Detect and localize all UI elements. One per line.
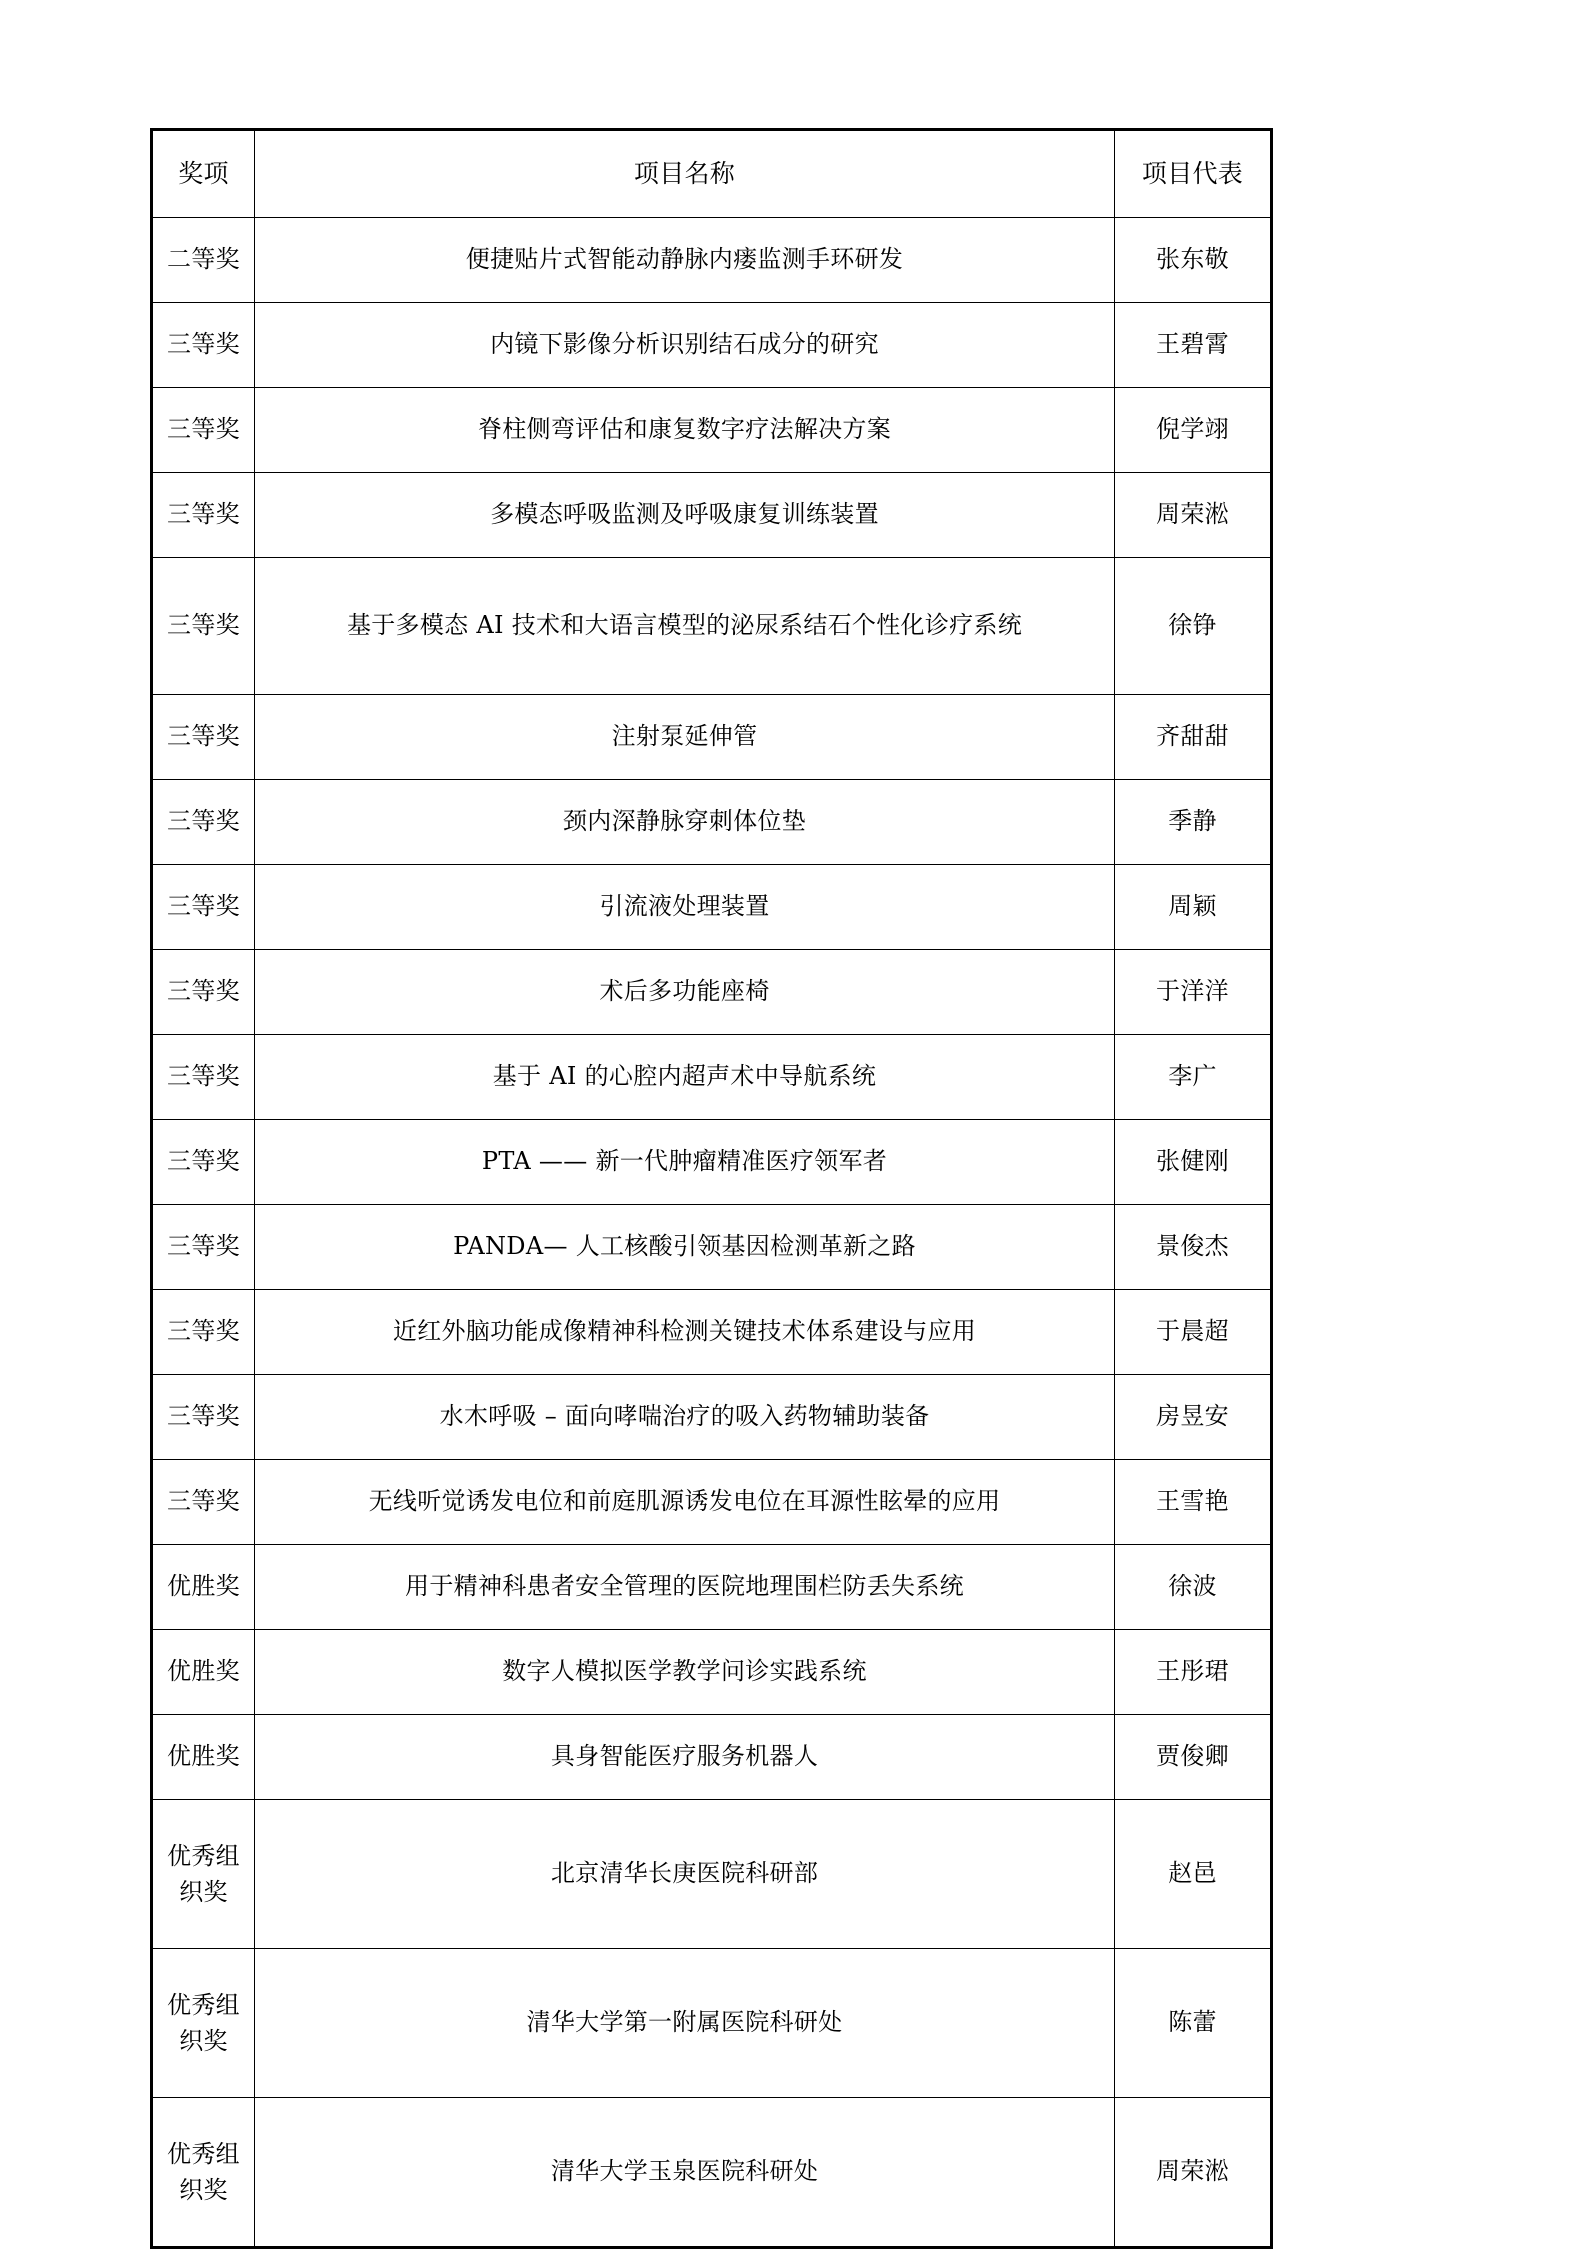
cell-representative: 于晨超: [1115, 1290, 1272, 1375]
award-table: [150, 128, 1273, 2249]
cell-award: 三等奖: [152, 1290, 255, 1375]
cell-award: 优胜奖: [152, 1715, 255, 1800]
table-header-row: [152, 130, 1272, 218]
table-row: [152, 473, 1272, 558]
cell-award: [152, 1949, 255, 2098]
column-header-award: 奖项: [152, 130, 255, 218]
cell-award: [152, 2098, 255, 2248]
table-row: [152, 1205, 1272, 1290]
table-row: [152, 218, 1272, 303]
cell-award: 三等奖: [152, 558, 255, 695]
table-row: [152, 558, 1272, 695]
table-row: [152, 388, 1272, 473]
cell-representative: 张健刚: [1115, 1120, 1272, 1205]
cell-representative: 王彤珺: [1115, 1630, 1272, 1715]
cell-representative: 徐波: [1115, 1545, 1272, 1630]
column-header-title: 项目名称: [255, 130, 1115, 218]
table-row: [152, 2098, 1272, 2248]
cell-project-title: 多模态呼吸监测及呼吸康复训练装置: [255, 473, 1115, 558]
cell-project-title: 数字人模拟医学教学问诊实践系统: [255, 1630, 1115, 1715]
cell-award: 三等奖: [152, 780, 255, 865]
cell-project-title: 无线听觉诱发电位和前庭肌源诱发电位在耳源性眩晕的应用: [255, 1460, 1115, 1545]
cell-representative: 周颖: [1115, 865, 1272, 950]
table-row: [152, 303, 1272, 388]
cell-representative: 倪学翊: [1115, 388, 1272, 473]
table-row: [152, 1949, 1272, 2098]
cell-project-title: 近红外脑功能成像精神科检测关键技术体系建设与应用: [255, 1290, 1115, 1375]
cell-project-title: 引流液处理装置: [255, 865, 1115, 950]
cell-representative: 景俊杰: [1115, 1205, 1272, 1290]
cell-representative: 季静: [1115, 780, 1272, 865]
table-row: [152, 1460, 1272, 1545]
cell-project-title: 便捷贴片式智能动静脉内瘘监测手环研发: [255, 218, 1115, 303]
cell-award: 三等奖: [152, 1120, 255, 1205]
cell-project-title: 用于精神科患者安全管理的医院地理围栏防丢失系统: [255, 1545, 1115, 1630]
cell-project-title: 注射泵延伸管: [255, 695, 1115, 780]
cell-representative: 王雪艳: [1115, 1460, 1272, 1545]
cell-project-title: 术后多功能座椅: [255, 950, 1115, 1035]
cell-representative: 于洋洋: [1115, 950, 1272, 1035]
cell-award: 三等奖: [152, 473, 255, 558]
cell-award-line1: 优秀组: [167, 1991, 240, 2019]
cell-award: 三等奖: [152, 695, 255, 780]
table-row: [152, 1715, 1272, 1800]
cell-award: 三等奖: [152, 388, 255, 473]
cell-project-title: 具身智能医疗服务机器人: [255, 1715, 1115, 1800]
cell-representative: 徐铮: [1115, 558, 1272, 695]
cell-project-title: PANDA— 人工核酸引领基因检测革新之路: [255, 1205, 1115, 1290]
cell-award-line1: 优秀组: [167, 1842, 240, 1870]
cell-project-title: 颈内深静脉穿刺体位垫: [255, 780, 1115, 865]
table-row: [152, 695, 1272, 780]
cell-project-title: 清华大学玉泉医院科研处: [255, 2098, 1115, 2248]
cell-representative: 李广: [1115, 1035, 1272, 1120]
cell-award: 三等奖: [152, 1460, 255, 1545]
cell-project-title: PTA —— 新一代肿瘤精准医疗领军者: [255, 1120, 1115, 1205]
table-row: [152, 950, 1272, 1035]
cell-award: 三等奖: [152, 303, 255, 388]
cell-award: [152, 1800, 255, 1949]
cell-award: 二等奖: [152, 218, 255, 303]
table-row: [152, 865, 1272, 950]
cell-project-title: 基于多模态 AI 技术和大语言模型的泌尿系结石个性化诊疗系统: [255, 558, 1115, 695]
cell-award: 优胜奖: [152, 1630, 255, 1715]
table-row: [152, 1630, 1272, 1715]
cell-representative: 张东敬: [1115, 218, 1272, 303]
table-row: [152, 1290, 1272, 1375]
cell-award-line2: 织奖: [179, 2027, 228, 2055]
cell-project-title: 内镜下影像分析识别结石成分的研究: [255, 303, 1115, 388]
cell-project-title: 基于 AI 的心腔内超声术中导航系统: [255, 1035, 1115, 1120]
cell-award: 三等奖: [152, 1035, 255, 1120]
table-row: [152, 1035, 1272, 1120]
table-row: [152, 1800, 1272, 1949]
cell-award: 三等奖: [152, 950, 255, 1035]
cell-representative: 周荣淞: [1115, 473, 1272, 558]
cell-representative: 齐甜甜: [1115, 695, 1272, 780]
cell-project-title: 脊柱侧弯评估和康复数字疗法解决方案: [255, 388, 1115, 473]
cell-award-line2: 织奖: [179, 2176, 228, 2204]
cell-representative: 周荣淞: [1115, 2098, 1272, 2248]
cell-award: 三等奖: [152, 1375, 255, 1460]
table-row: [152, 780, 1272, 865]
table-row: [152, 1545, 1272, 1630]
cell-project-title: 水木呼吸 – 面向哮喘治疗的吸入药物辅助装备: [255, 1375, 1115, 1460]
cell-representative: 房昱安: [1115, 1375, 1272, 1460]
cell-award: 优胜奖: [152, 1545, 255, 1630]
column-header-representative: 项目代表: [1115, 130, 1272, 218]
table-row: [152, 1375, 1272, 1460]
cell-representative: 贾俊卿: [1115, 1715, 1272, 1800]
cell-representative: 赵邑: [1115, 1800, 1272, 1949]
cell-representative: 王碧霄: [1115, 303, 1272, 388]
cell-representative: 陈蕾: [1115, 1949, 1272, 2098]
cell-award-line2: 织奖: [179, 1878, 228, 1906]
cell-project-title: 北京清华长庚医院科研部: [255, 1800, 1115, 1949]
cell-project-title: 清华大学第一附属医院科研处: [255, 1949, 1115, 2098]
table-row: [152, 1120, 1272, 1205]
cell-award-line1: 优秀组: [167, 2140, 240, 2168]
cell-award: 三等奖: [152, 1205, 255, 1290]
cell-award: 三等奖: [152, 865, 255, 950]
